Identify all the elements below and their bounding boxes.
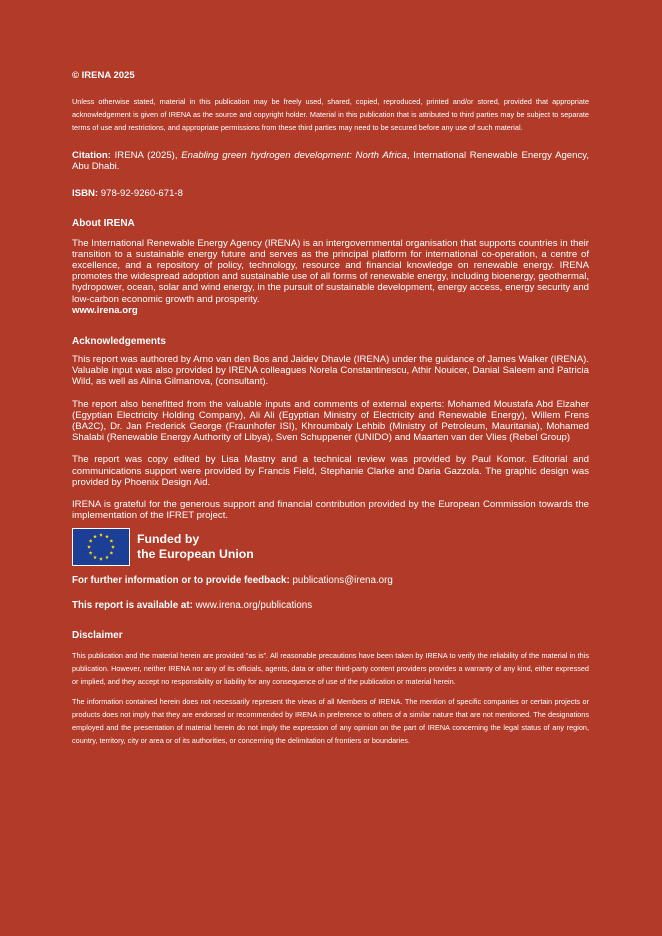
eu-funding-text [137, 532, 254, 562]
ack-paragraph: This report was authored by Arno van den Bos and Jaidev Dhavle (IRENA) under the guidance of James Walker (IRENA). Valuable input was also provided by IRENA colleagues Norela Constantinescu, Athir Nouicer, Danial Saleem and Patricia Wild, as well as Alina Gilmanova, (consultant). [72, 354, 589, 388]
about-text: The International Renewable Energy Agency (IRENA) is an intergovernmental organisation that supports countries in their transition to a sustainable energy future and serves as the principal platform for international co-operation, a centre of excellence, and a repository of policy, technology, resource and financial knowledge on renewable energy. IRENA promotes the widespread adoption and sustainable use of all forms of renewable energy, including bioenergy, geothermal, hydropower, ocean, solar and wind energy, in the pursuit of sustainable development, energy access, energy security and low-carbon economic growth and prosperity. [72, 237, 589, 305]
eu-star-icon [89, 539, 93, 543]
citation-title: Enabling green hydrogen development: North Africa [181, 150, 407, 161]
eu-line2: the European Union [137, 547, 254, 562]
citation-before: IRENA (2025), [114, 150, 178, 161]
eu-star-icon [99, 557, 103, 561]
publications-url-link[interactable]: www.irena.org/publications [195, 600, 313, 612]
eu-star-icon [105, 535, 109, 539]
eu-star-icon [109, 551, 113, 555]
eu-line1: Funded by [137, 532, 200, 547]
eu-star-icon [99, 533, 103, 537]
eu-star-icon [105, 556, 109, 560]
eu-star-icon [89, 551, 93, 555]
eu-star-icon [93, 556, 97, 560]
feedback-email-link[interactable]: publications@irena.org [292, 575, 393, 587]
ack-paragraph: IRENA is grateful for the generous support and financial contribution provided by the European Commission towards the implementation of the IFRET project. [72, 499, 589, 522]
isbn-value: 978-92-9260-671-8 [100, 188, 183, 200]
ack-paragraph: The report was copy edited by Lisa Mastny and a technical review was provided by Paul Komor. Editorial and communications support were provided by Francis Field, Stephanie Clarke and Daria Gazzola. The graphic design was provided by Phoenix Design Aid. [72, 454, 589, 488]
ack-paragraph: The report also benefitted from the valuable inputs and comments of external experts: Mohamed Moustafa Abd Elzaher (Egyptian Electricity Holding Company), Ali Ali (Egyptian Ministry of Electricity and Renewable Energy), Willem Frens (BA2C), Dr. Jan Frederick George (Fraunhofer ISI), Khroumbaly Lehbib (Ministry of Petroleum, Mauritania), Mohamed Shalabi (Renewable Energy Authority of Libya), Sven Schuppener (UNIDO) and Maarten van der Vlies (Rebel Group) [72, 398, 589, 444]
eu-flag-icon [72, 528, 130, 566]
eu-star-icon [87, 545, 91, 549]
citation-after: , International Renewable Energy Agency, Abu Dhabi. [72, 150, 590, 173]
disclaimer-paragraph: This publication and the material herein are provided “as is”. All reasonable precautions have been taken by IRENA to verify the reliability of the material in this publication. However, neither IRENA nor any of its officials, agents, data or other third-party content providers provides a warranty of any kind, either expressed or implied, and they accept no responsibility or liability for any consequence of use of the publication or material herein. [72, 651, 589, 687]
about-heading: About IRENA [72, 217, 135, 229]
acknowledgements-heading: Acknowledgements [72, 336, 166, 348]
citation [72, 150, 589, 172]
availability-line [72, 600, 589, 612]
feedback-label: For further information or to provide feedback: [72, 575, 290, 587]
disclaimer-heading: Disclaimer [72, 630, 123, 642]
copyright-line: © IRENA 2025 [72, 70, 135, 81]
content-column [72, 70, 589, 747]
irena-url-link[interactable]: www.irena.org [72, 304, 138, 316]
availability-label: This report is available at: [72, 600, 193, 612]
eu-star-icon [111, 545, 115, 549]
isbn-label: ISBN: [72, 188, 99, 200]
eu-funding-badge [72, 527, 589, 567]
eu-star-icon [109, 539, 113, 543]
isbn [72, 188, 589, 199]
disclaimer-paragraph: The information contained herein does not necessarily represent the views of all Members of IRENA. The mention of specific companies or certain projects or products does not imply that they are endorsed or recommended by IRENA in preference to others of a similar nature that are not mentioned. The designations employed and the presentation of material herein do not imply the expression of any opinion on the part of IRENA concerning the legal status of any region, country, territory, city or area or of its authorities, or concerning the delimitation of frontiers or boundaries. [72, 697, 589, 746]
eu-star-icon [93, 535, 97, 539]
license-text: Unless otherwise stated, material in this publication may be freely used, shared, copied, reproduced, printed and/or stored, provided that appropriate acknowledgement is given of IRENA as the source and copyright holder. Material in this publication that is attributed to third parties may be subject to separate terms of use and restrictions, and appropriate permissions from these third parties may need to be secured before any use of such material. [72, 97, 589, 132]
feedback-line [72, 575, 589, 587]
citation-label: Citation: [72, 150, 111, 161]
